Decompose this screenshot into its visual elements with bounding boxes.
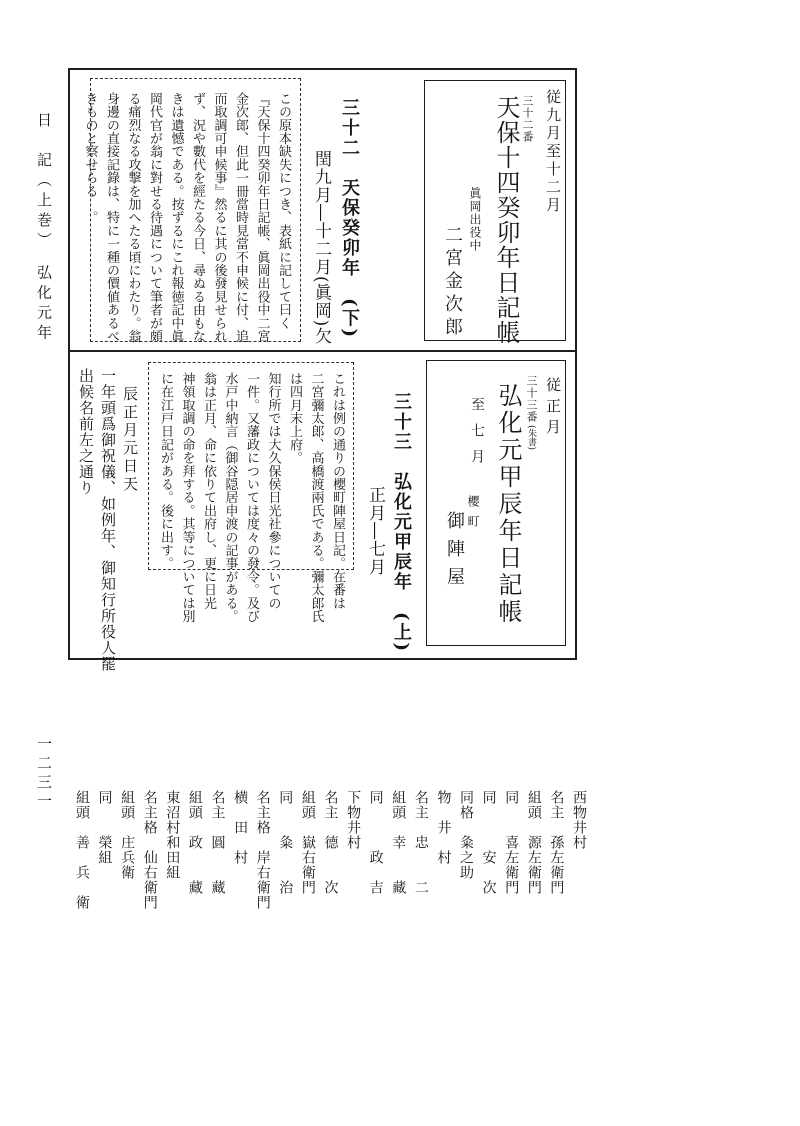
cover-32-number: 三十二番: [521, 95, 534, 143]
note-line: 岡代官が翁に對せる待遇について筆者が頗: [147, 92, 162, 343]
cover-33-period: 従正月: [544, 377, 562, 440]
entry-33-heading: 三十三 弘化元甲辰年 (上): [391, 392, 412, 654]
list-item: 横 田 村: [232, 790, 249, 865]
list-item: 名主 圓 藏: [209, 790, 226, 895]
note-line: これは例の通りの櫻町陣屋日記。在番は: [330, 372, 345, 610]
cover-32-sub2: 二宮金次郎: [442, 225, 463, 340]
note-line: きは遺憾である。按ずるにこれ報徳記中眞: [168, 92, 184, 343]
entry-32-range: 閏九月―十二月(眞岡)欠: [311, 150, 331, 346]
note-line: 身邊の直接記錄は、特に一種の價値あるべ: [104, 92, 119, 343]
list-item: 名主 忠 二: [412, 790, 429, 895]
cover-32-main-title: 天保十四癸卯年日記帳: [492, 95, 520, 345]
list-item: 組頭 幸 藏: [390, 790, 407, 895]
list-item: 同 粂 治: [277, 790, 294, 895]
list-item: 同格 粂之助: [458, 790, 475, 880]
cover-33-number: 三十三番: [525, 375, 538, 423]
cover-33-place: 櫻町: [466, 495, 480, 535]
list-item: 物 井 村: [435, 790, 452, 865]
frame-left-line: [68, 68, 70, 660]
name-list: [75, 790, 590, 1110]
cover-33-period2: 至七月: [469, 397, 485, 475]
list-item: 同 喜左衛門: [503, 790, 520, 895]
running-header: 日 記（上巻） 弘化元年: [35, 112, 53, 345]
cover-33-place2: 御陣屋: [444, 511, 465, 595]
note-line: 金次郎、但此一冊當時見當不申候に付、追: [233, 92, 248, 343]
note-line: 『天保十四癸卯年日記帳、眞岡出役中二宮: [254, 92, 270, 343]
note-line: 神領取調の命を拜する。其等については別: [179, 372, 195, 623]
list-item: 名主格 仙右衛門: [141, 790, 158, 910]
body-line: 出候名前左之通り: [77, 368, 95, 496]
cover-title-box-32: [424, 80, 566, 345]
cover-33-main-title: 弘化元甲辰年日記帳: [494, 383, 522, 626]
list-item: 同 榮組: [96, 790, 113, 865]
note-line: 翁は正月、命に依りて出府し、更に日光: [201, 372, 216, 610]
frame-right-line: [575, 68, 577, 660]
list-item: 同 政 吉: [367, 790, 384, 895]
note-line: 而取調可申候事』然るに其の後發見せられ: [211, 92, 227, 343]
page-number: 一二三一: [35, 736, 53, 812]
note-line: る痛烈なる攻撃を加へたる頃にわたり。翁: [125, 92, 141, 343]
note-line: は四月末上府。: [287, 372, 302, 465]
list-item: 名主格 岸右衛門: [254, 790, 271, 910]
cover-32-period: 従九月至十二月: [544, 89, 562, 215]
list-item: 組頭 政 藏: [186, 790, 203, 895]
note-line: きものと察せらる 。: [82, 92, 98, 224]
list-item: 名主 孫左衛門: [548, 790, 565, 895]
list-item: 西物井村: [571, 790, 587, 850]
note-line: 一件。又藩政については度々の發令。及び: [244, 372, 259, 623]
body-line-date: 辰正月元日天: [121, 386, 139, 494]
frame-top-line: [68, 68, 577, 70]
frame-bottom-line: [68, 658, 577, 660]
cover-32-sub1: 眞岡出役中: [468, 187, 482, 252]
note-line: に在江戸日記がある。後に出す。: [158, 372, 173, 570]
body-line: 一年頭爲御祝儀、如例年、御知行所役人罷: [99, 368, 117, 672]
note-line: この原本缺失につき、表紙に記して曰く: [276, 92, 291, 330]
list-item: 同 安 次: [480, 790, 497, 895]
note-line: 二宮彌太郎、高橋渡兩氏である。彌太郎氏: [308, 372, 324, 623]
list-item: 下物井村: [345, 790, 362, 850]
list-item: 組頭 嶽右衛門: [299, 790, 316, 895]
entry-33-note: [156, 372, 348, 623]
note-line: 水戸中納言（御谷隠居申渡の記事がある。: [222, 372, 238, 623]
list-item: 組頭 庄兵衛: [119, 790, 136, 880]
list-item: 組頭 源左衛門: [525, 790, 542, 895]
list-item: 組頭 善 兵 衛: [73, 790, 90, 910]
entry-32-heading: 三十二 天保癸卯年 (下): [339, 98, 360, 340]
note-line: ず、況や數代を經たる今日、尋ぬる由もな: [190, 92, 205, 343]
frame-middle-line: [68, 350, 577, 352]
entry-32-note: [82, 92, 294, 343]
list-item: 名主 德 次: [322, 790, 339, 895]
cover-33-tag: (朱書): [526, 425, 536, 451]
cover-title-box-33: [426, 360, 566, 646]
list-item: 東沼村和田組: [164, 790, 181, 880]
note-line: 知行所では大久保侯日光社參についての: [265, 372, 281, 610]
entry-33-range: 正月―七月: [365, 486, 385, 576]
